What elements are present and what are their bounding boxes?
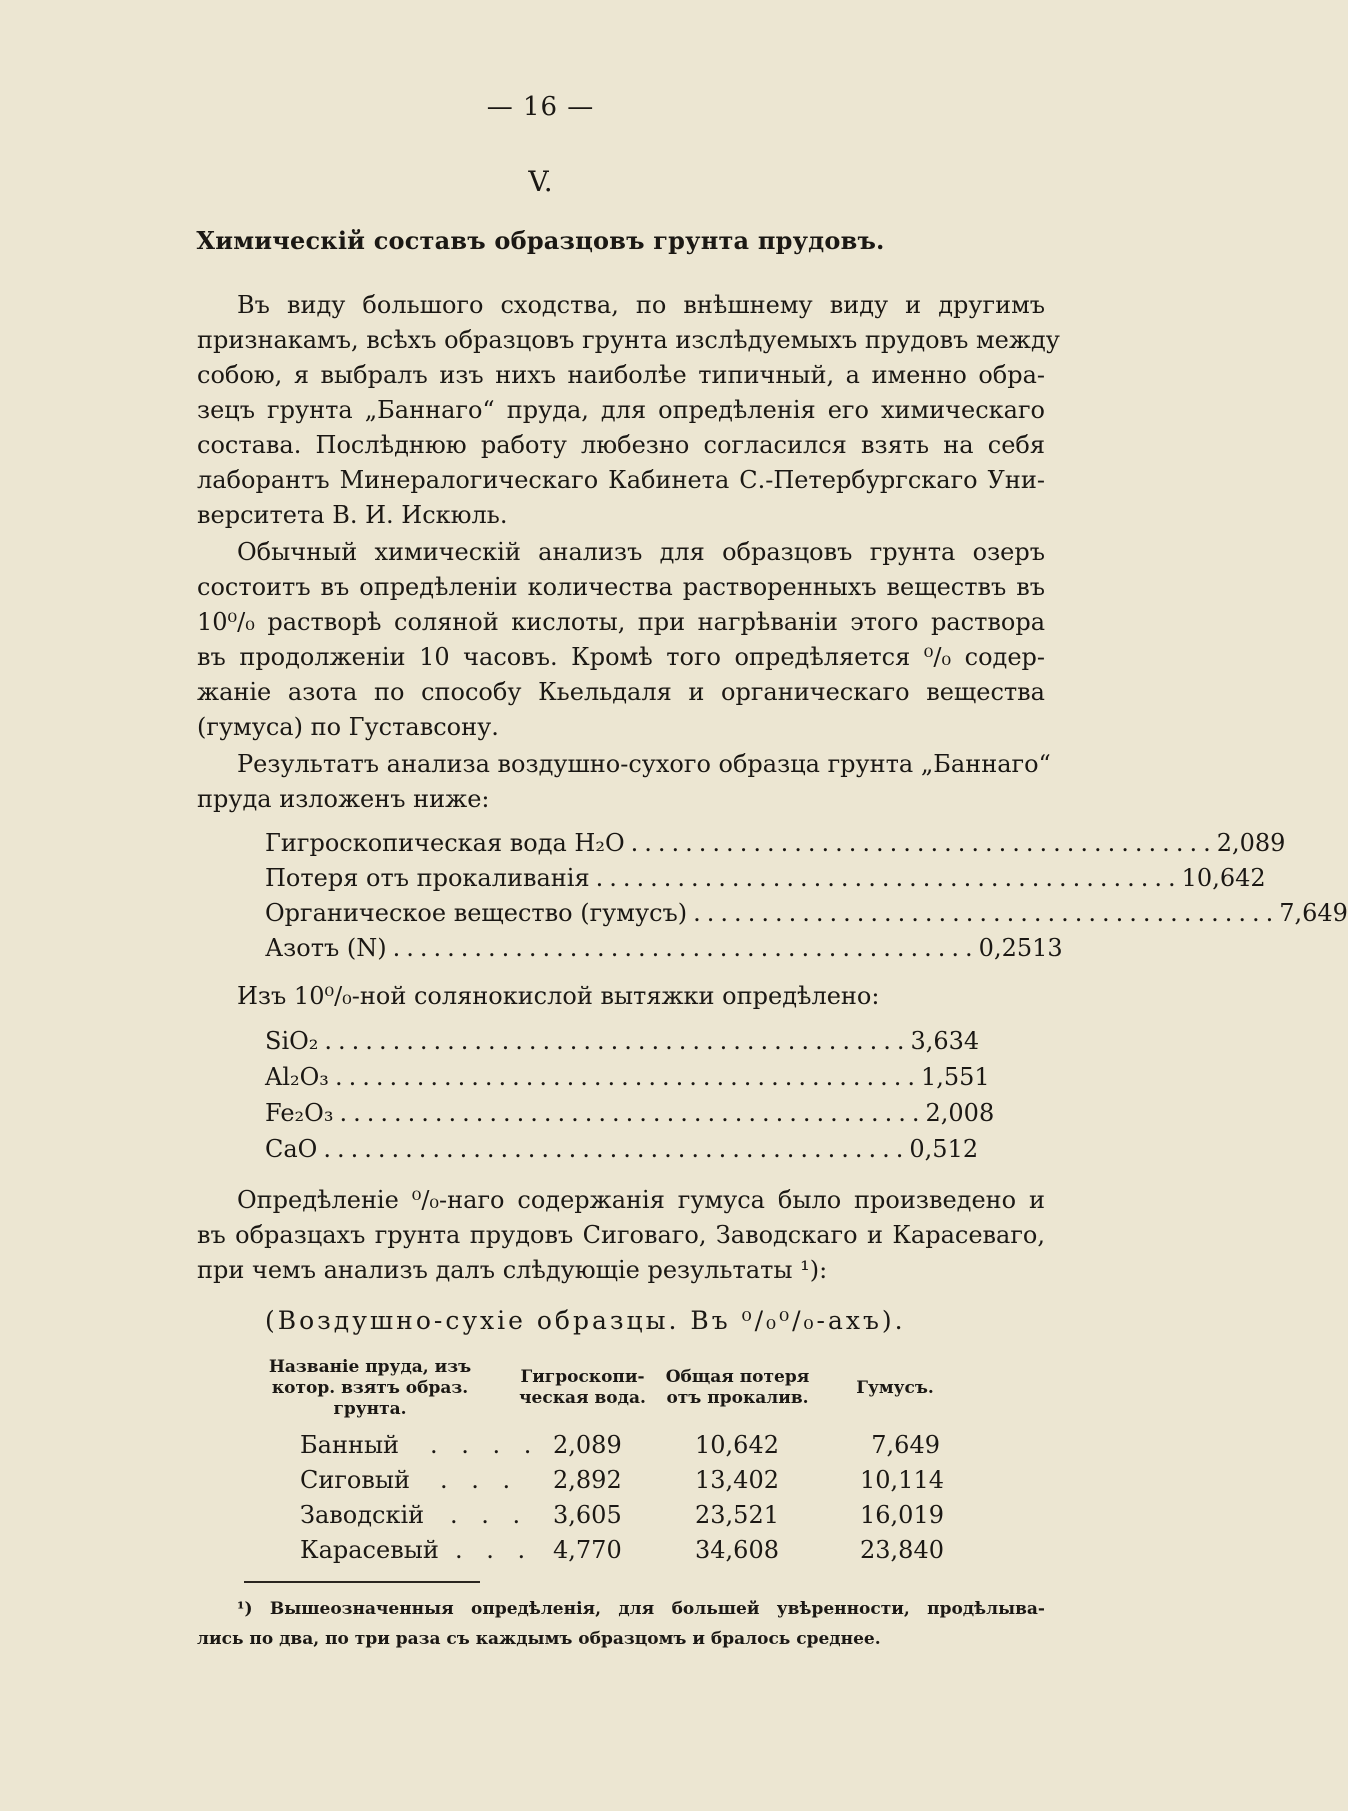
table-cell-loss: 13,402	[695, 1466, 779, 1494]
footnote-rule	[244, 1581, 480, 1583]
table-header-water: Гигроскопи- ческая вода.	[519, 1367, 646, 1408]
extract-value: 3,634	[910, 1027, 980, 1055]
paragraph-line: состоитъ въ опредѣленiи количества растворенныхъ веществъ въ	[197, 573, 1045, 601]
paragraph-line: Въ виду большого сходства, по внѣшнему виду и другимъ	[237, 291, 1045, 319]
analysis-item	[265, 826, 1286, 861]
table-subtitle: (Воздушно-сухiе образцы. Въ ⁰/₀⁰/₀-ахъ).	[265, 1306, 906, 1335]
table-cell-loss: 10,642	[695, 1431, 779, 1459]
paragraph-line: собою, я выбралъ изъ нихъ наиболѣе типичный, а именно обра-	[197, 361, 1045, 389]
extract-value: 1,551	[920, 1063, 990, 1091]
leader-dots: ...........................................	[693, 899, 1280, 927]
leader-dots: ...........................................	[339, 1099, 926, 1127]
extract-label: SiO₂	[265, 1027, 319, 1055]
analysis-item	[265, 931, 1063, 966]
paragraph-line: верситета В. И. Искюль.	[197, 501, 508, 529]
leader-dots: . . .	[455, 1536, 534, 1564]
analysis-item	[265, 861, 1266, 896]
leader-dots: ...........................................	[392, 934, 979, 962]
analysis-label: Гигроскопическая вода H₂O	[265, 829, 625, 857]
analysis-label: Азотъ (N)	[265, 934, 387, 962]
extract-label: Al₂O₃	[265, 1063, 329, 1091]
table-cell-humus: 10,114	[860, 1466, 944, 1494]
leader-dots: . . .	[450, 1501, 529, 1529]
table-cell-loss: 23,521	[695, 1501, 779, 1529]
paragraph-line: Результатъ анализа воздушно-сухого образца грунта „Баннаго“	[237, 750, 1051, 778]
leader-dots: ...........................................	[334, 1063, 921, 1091]
paragraph-line: въ образцахъ грунта прудовъ Сиговаго, Заводскаго и Карасеваго,	[197, 1221, 1045, 1249]
paragraph-line: признакамъ, всѣхъ образцовъ грунта изслѣдуемыхъ прудовъ между	[197, 326, 1060, 354]
table-header-pond: Названiе пруда, изъ котор. взятъ образ. грунта.	[268, 1357, 472, 1419]
analysis-label: Органическое вещество (гумусъ)	[265, 899, 688, 927]
paragraph-line: пруда изложенъ ниже:	[197, 785, 490, 813]
extract-label: CaO	[265, 1135, 318, 1163]
paragraph-line: при чемъ анализъ далъ слѣдующiе результаты ¹):	[197, 1256, 828, 1284]
table-cell-water: 2,089	[553, 1431, 622, 1459]
analysis-item	[265, 896, 1348, 931]
table-cell-humus: 23,840	[860, 1536, 944, 1564]
table-cell-humus: 7,649	[871, 1431, 940, 1459]
analysis-value: 0,2513	[978, 934, 1063, 962]
table-header-humus: Гумусъ.	[856, 1378, 934, 1398]
leader-dots: . . . .	[430, 1431, 540, 1459]
analysis-value: 10,642	[1181, 864, 1266, 892]
leader-dots: ...........................................	[323, 1135, 910, 1163]
extract-heading: Изъ 10⁰/₀-ной солянокислой вытяжки опредѣлено:	[237, 982, 880, 1010]
table-cell-humus: 16,019	[860, 1501, 944, 1529]
extract-value: 2,008	[925, 1099, 995, 1127]
paragraph-line: состава. Послѣднюю работу любезно согласился взять на себя	[197, 431, 1045, 459]
leader-dots: ...........................................	[630, 829, 1217, 857]
footnote-line: лись по два, по три раза съ каждымъ образцомъ и бралось среднее.	[197, 1629, 881, 1649]
extract-item	[265, 1132, 979, 1167]
table-cell-pond: Банный	[300, 1431, 400, 1459]
table-cell-pond: Сиговый	[300, 1466, 410, 1494]
paragraph-line: Опредѣленiе ⁰/₀-наго содержанiя гумуса было произведено и	[237, 1186, 1045, 1214]
paragraph-line: зецъ грунта „Баннаго“ пруда, для опредѣленiя его химическаго	[197, 396, 1045, 424]
leader-dots: ...........................................	[324, 1027, 911, 1055]
table-header-loss: Общая потеря отъ прокалив.	[665, 1367, 810, 1408]
section-title: Химическiй составъ образцовъ грунта прудовъ.	[196, 226, 885, 255]
extract-value: 0,512	[909, 1135, 979, 1163]
paragraph-line: Обычный химическiй анализъ для образцовъ грунта озеръ	[237, 538, 1045, 566]
analysis-value: 2,089	[1216, 829, 1286, 857]
paragraph-line: (гумуса) по Густавсону.	[197, 713, 499, 741]
extract-item	[265, 1096, 995, 1131]
leader-dots: ...........................................	[595, 864, 1182, 892]
table-cell-water: 4,770	[553, 1536, 622, 1564]
paragraph-line: лаборантъ Минералогическаго Кабинета С.-Петербургскаго Уни-	[197, 466, 1045, 494]
table-cell-pond: Карасевый	[300, 1536, 439, 1564]
paragraph-line: жанiе азота по способу Кьельдаля и органическаго вещества	[197, 678, 1045, 706]
paragraph-line: 10⁰/₀ растворѣ соляной кислоты, при нагрѣванiи этого раствора	[197, 608, 1045, 636]
extract-item	[265, 1060, 990, 1095]
footnote-line: ¹) Вышеозначенныя опредѣленiя, для большей увѣренности, продѣлыва-	[237, 1599, 1045, 1619]
leader-dots: . . .	[440, 1466, 519, 1494]
section-number: V.	[528, 165, 553, 198]
paragraph-line: въ продолженiи 10 часовъ. Кромѣ того опредѣляется ⁰/₀ содер-	[197, 643, 1045, 671]
analysis-value: 7,649	[1279, 899, 1348, 927]
extract-label: Fe₂O₃	[265, 1099, 334, 1127]
extract-item	[265, 1024, 980, 1059]
table-cell-water: 2,892	[553, 1466, 622, 1494]
table-cell-loss: 34,608	[695, 1536, 779, 1564]
table-cell-water: 3,605	[553, 1501, 622, 1529]
page-number: — 16 —	[486, 92, 595, 122]
analysis-label: Потеря отъ прокаливанiя	[265, 864, 590, 892]
table-cell-pond: Заводскiй	[300, 1501, 425, 1529]
